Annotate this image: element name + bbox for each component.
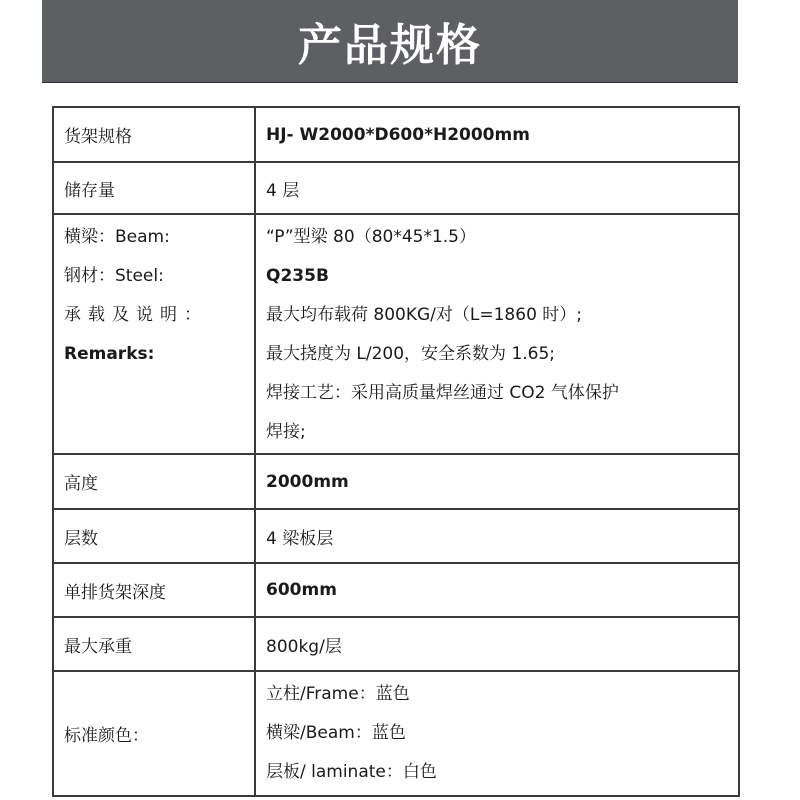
header-banner (42, 0, 738, 82)
row-label-colors: 标准颜色： (53, 671, 255, 796)
color-beam: 横梁/Beam：蓝色 (266, 723, 406, 743)
value-max-load: 最大均布载荷 800KG/对（L=1860 时）; (266, 305, 583, 325)
table-row (53, 107, 739, 162)
row-value-height: 2000mm (255, 454, 739, 509)
color-laminate: 层板/ laminate：白色 (266, 762, 437, 782)
row-value-depth: 600mm (255, 563, 739, 617)
value-welding: 焊接工艺：采用高质量焊丝通过 CO2 气体保护 (266, 383, 619, 403)
row-label-depth: 单排货架深度 (53, 563, 255, 617)
table-row (53, 671, 739, 796)
label-load-notes: 承载及说明： (64, 305, 208, 325)
table-row (53, 617, 739, 671)
table-row (53, 162, 739, 214)
row-value-layers: 4 梁板层 (255, 509, 739, 563)
label-remarks: Remarks: (64, 344, 155, 364)
row-label-storage: 储存量 (53, 162, 255, 214)
table-row (53, 563, 739, 617)
page-title: 产品规格 (298, 20, 482, 71)
label-steel: 钢材：Steel: (64, 266, 164, 286)
color-frame: 立柱/Frame：蓝色 (266, 684, 410, 704)
value-deflection: 最大挠度为 L/200，安全系数为 1.65; (266, 344, 556, 364)
row-value-spec: HJ- W2000*D600*H2000mm (255, 107, 739, 162)
row-label-spec: 货架规格 (53, 107, 255, 162)
row-value-max-load: 800kg/层 (255, 617, 739, 671)
row-label-max-load: 最大承重 (53, 617, 255, 671)
table-row (53, 509, 739, 563)
row-value-colors (255, 671, 739, 796)
value-steel: Q235B (266, 266, 329, 286)
value-beam: “P”型梁 80（80*45*1.5） (266, 227, 476, 247)
table-row (53, 454, 739, 509)
row-label-materials (53, 214, 255, 454)
value-welding-cont: 焊接; (266, 422, 306, 442)
row-label-layers: 层数 (53, 509, 255, 563)
row-label-height: 高度 (53, 454, 255, 509)
spec-table (52, 106, 740, 797)
label-beam: 横梁：Beam: (64, 227, 170, 247)
row-value-storage: 4 层 (255, 162, 739, 214)
row-value-materials (255, 214, 739, 454)
table-row (53, 214, 739, 454)
